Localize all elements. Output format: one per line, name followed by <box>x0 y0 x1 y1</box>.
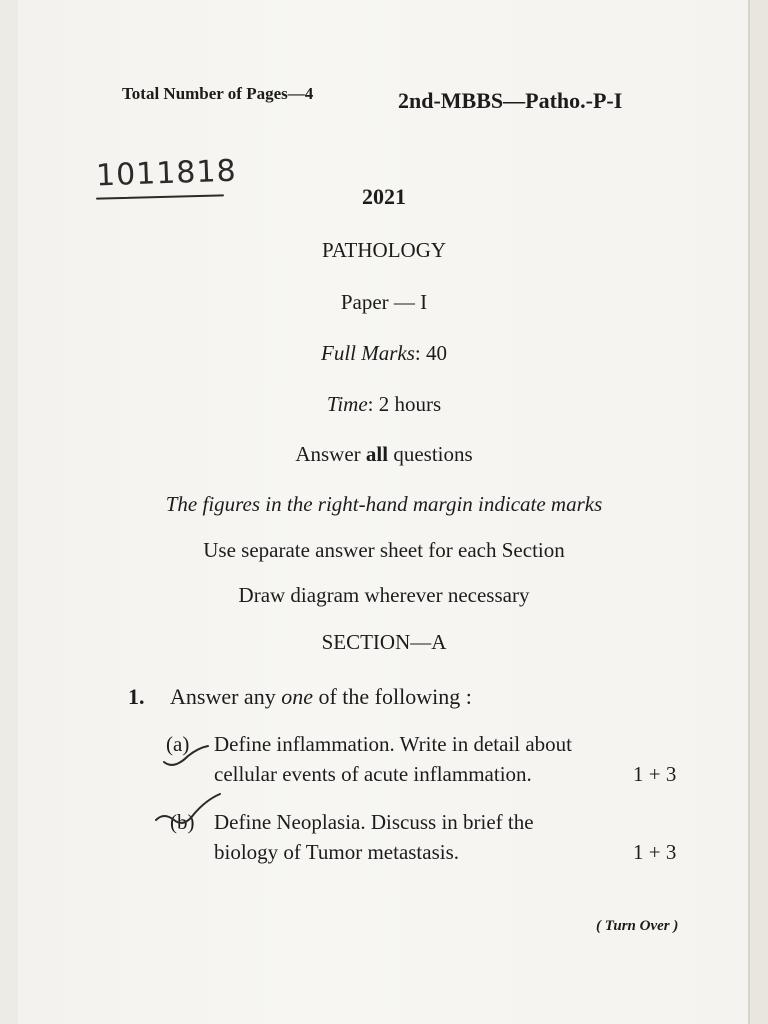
answer-all-bold: all <box>365 442 389 466</box>
option-b-line2: biology of Tumor metastasis. <box>214 840 460 864</box>
total-pages: Total Number of Pages—4 <box>122 84 314 103</box>
option-a-marks: 1 + 3 <box>633 762 677 786</box>
prompt-suffix: of the following : <box>312 684 472 709</box>
full-marks-label: Full Marks <box>321 341 415 365</box>
paper-number: Paper — I <box>340 290 428 314</box>
exam-year: 2021 <box>362 184 406 209</box>
answer-all-suffix: questions <box>388 442 473 466</box>
option-b-marks: 1 + 3 <box>633 840 677 864</box>
answer-all-prefix: Answer <box>295 442 366 466</box>
instruction-diagram: Draw diagram wherever necessary <box>238 583 530 607</box>
prompt-prefix: Answer any <box>170 684 282 709</box>
instruction-marks: The figures in the right-hand margin indicate marks <box>165 492 603 516</box>
handwritten-number: 1011818 <box>95 153 238 194</box>
full-marks <box>0 341 768 366</box>
option-b-line1: Define Neoplasia. Discuss in brief the <box>214 810 534 834</box>
time-value: : 2 hours <box>367 392 442 416</box>
full-marks-value: : 40 <box>414 341 447 365</box>
pen-mark-a <box>156 726 216 772</box>
option-a-line1: Define inflammation. Write in detail about <box>214 732 572 756</box>
question-number: 1. <box>128 684 145 709</box>
option-b-label: (b) <box>170 810 195 834</box>
pen-mark-b <box>150 790 230 836</box>
paper-code: 2nd-MBBS—Patho.-P-I <box>398 88 623 113</box>
section-heading: SECTION—A <box>321 630 447 654</box>
prompt-italic: one <box>281 684 313 709</box>
time-label: Time <box>326 392 368 416</box>
question-prompt <box>170 684 472 710</box>
answer-all-instruction <box>0 442 768 467</box>
turn-over: ( Turn Over ) <box>596 918 679 934</box>
option-a-line2: cellular events of acute inflammation. <box>214 762 532 786</box>
option-a-label: (a) <box>166 732 190 756</box>
instruction-answer-sheet: Use separate answer sheet for each Section <box>203 538 565 562</box>
exam-subject: PATHOLOGY <box>321 238 447 262</box>
exam-time <box>0 392 768 417</box>
